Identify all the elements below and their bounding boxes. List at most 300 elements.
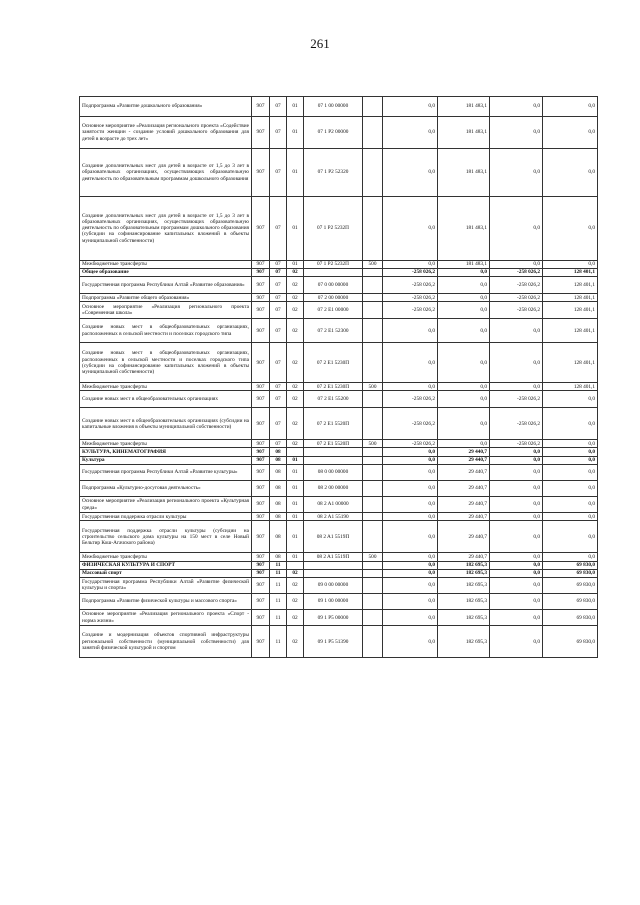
section-code-cell: 11	[270, 593, 287, 609]
ved-code-cell: 907	[252, 521, 270, 553]
amount-4-cell: 0,0	[543, 497, 598, 513]
amount-4-cell: 0,0	[543, 440, 598, 448]
target-item-code-cell: 09 1 P5 51390	[304, 626, 363, 658]
amount-2-cell: 182 695,3	[438, 569, 490, 577]
amount-1-cell: -258 026,2	[383, 268, 438, 276]
table-row	[80, 480, 598, 496]
amount-2-cell: 0,0	[438, 408, 490, 440]
table-row	[80, 513, 598, 521]
table-row	[80, 302, 598, 319]
target-item-code-cell: 07 2 E1 5520П	[304, 408, 363, 440]
ved-code-cell: 907	[252, 391, 270, 408]
row-name-cell: Создание дополнительных мест для детей в возрасте от 1,5 до 3 лет в образовательных организациях, осуществляющих образовательную деятельность по образовательным программам дошкольного образования	[80, 149, 252, 197]
ved-code-cell: 907	[252, 610, 270, 626]
target-item-code-cell: 07 1 P2 5232П	[304, 260, 363, 268]
target-item-code-cell: 07 2 E1 5230П	[304, 383, 363, 391]
expense-type-code-cell	[363, 569, 383, 577]
section-code-cell: 08	[270, 456, 287, 464]
ved-code-cell: 907	[252, 497, 270, 513]
subsection-code-cell: 02	[287, 440, 304, 448]
expense-type-code-cell	[363, 456, 383, 464]
target-item-code-cell: 09 1 00 00000	[304, 593, 363, 609]
table-row	[80, 343, 598, 383]
amount-2-cell: 0,0	[438, 440, 490, 448]
amount-3-cell: 0,0	[490, 577, 543, 593]
row-name-cell: Межбюджетные трансферты	[80, 260, 252, 268]
section-code-cell: 08	[270, 464, 287, 480]
ved-code-cell: 907	[252, 117, 270, 149]
amount-4-cell: 128 401,1	[543, 302, 598, 319]
section-code-cell: 11	[270, 626, 287, 658]
row-name-cell: Массовый спорт	[80, 569, 252, 577]
target-item-code-cell: 08 2 A1 5519П	[304, 521, 363, 553]
subsection-code-cell: 01	[287, 196, 304, 260]
row-name-cell: Создание новых мест в общеобразовательных организациях, расположенных в сельской местности и поселках городского типа	[80, 319, 252, 343]
subsection-code-cell: 01	[287, 521, 304, 553]
subsection-code-cell: 01	[287, 513, 304, 521]
table-row	[80, 569, 598, 577]
row-name-cell: Основное мероприятие «Реализация регионального проекта «Современная школа»	[80, 302, 252, 319]
expense-type-code-cell	[363, 97, 383, 117]
expense-type-code-cell	[363, 521, 383, 553]
table-row	[80, 383, 598, 391]
row-name-cell: Основное мероприятие «Реализация регионального проекта «Культурная среда»	[80, 497, 252, 513]
amount-4-cell: 0,0	[543, 464, 598, 480]
amount-2-cell: 29 440,7	[438, 521, 490, 553]
expense-type-code-cell	[363, 497, 383, 513]
subsection-code-cell: 01	[287, 97, 304, 117]
table-row	[80, 440, 598, 448]
amount-3-cell: 0,0	[490, 97, 543, 117]
expense-type-code-cell: 500	[363, 440, 383, 448]
subsection-code-cell: 02	[287, 408, 304, 440]
row-name-cell: ФИЗИЧЕСКАЯ КУЛЬТУРА И СПОРТ	[80, 561, 252, 569]
amount-4-cell: 128 401,1	[543, 294, 598, 302]
ved-code-cell: 907	[252, 626, 270, 658]
expense-type-code-cell	[363, 196, 383, 260]
section-code-cell: 07	[270, 302, 287, 319]
section-code-cell: 07	[270, 268, 287, 276]
amount-2-cell: 182 695,3	[438, 610, 490, 626]
subsection-code-cell: 02	[287, 302, 304, 319]
row-name-cell: Государственная программа Республики Алтай «Развитие образования»	[80, 277, 252, 294]
section-code-cell: 07	[270, 408, 287, 440]
table-row	[80, 149, 598, 197]
amount-2-cell: 181 483,1	[438, 97, 490, 117]
row-name-cell: Создание новых мест в общеобразовательных организациях (субсидии на капитальные вложения в объекты муниципальной собственности)	[80, 408, 252, 440]
amount-1-cell: 0,0	[383, 343, 438, 383]
amount-2-cell: 29 440,7	[438, 448, 490, 456]
ved-code-cell: 907	[252, 569, 270, 577]
amount-4-cell: 0,0	[543, 196, 598, 260]
section-code-cell: 08	[270, 448, 287, 456]
amount-2-cell: 182 695,3	[438, 577, 490, 593]
table-row	[80, 561, 598, 569]
amount-2-cell: 29 440,7	[438, 513, 490, 521]
table-row	[80, 268, 598, 276]
amount-3-cell: -258 026,2	[490, 277, 543, 294]
row-name-cell: Общее образование	[80, 268, 252, 276]
target-item-code-cell: 07 1 P2 5232П	[304, 196, 363, 260]
section-code-cell: 07	[270, 294, 287, 302]
target-item-code-cell: 07 2 E1 5520П	[304, 440, 363, 448]
expense-type-code-cell: 500	[363, 260, 383, 268]
amount-4-cell: 69 830,0	[543, 610, 598, 626]
section-code-cell: 07	[270, 343, 287, 383]
amount-4-cell: 0,0	[543, 408, 598, 440]
row-name-cell: Культура	[80, 456, 252, 464]
budget-table-body	[80, 97, 598, 658]
table-row	[80, 577, 598, 593]
page-number: 261	[310, 36, 330, 51]
amount-3-cell: 0,0	[490, 117, 543, 149]
subsection-code-cell: 01	[287, 260, 304, 268]
amount-2-cell: 181 483,1	[438, 260, 490, 268]
target-item-code-cell: 07 2 E1 52300	[304, 319, 363, 343]
amount-1-cell: 0,0	[383, 97, 438, 117]
amount-1-cell: 0,0	[383, 260, 438, 268]
budget-table	[79, 96, 598, 658]
amount-3-cell: 0,0	[490, 260, 543, 268]
subsection-code-cell: 02	[287, 294, 304, 302]
amount-2-cell: 0,0	[438, 302, 490, 319]
row-name-cell: Государственная поддержка отрасли культуры (субсидии на строительство сельского дома культуры на 150 мест в селе Новый Бельтир Кош-Агачского района)	[80, 521, 252, 553]
section-code-cell: 11	[270, 577, 287, 593]
subsection-code-cell: 02	[287, 319, 304, 343]
ved-code-cell: 907	[252, 408, 270, 440]
amount-4-cell: 69 830,0	[543, 569, 598, 577]
table-row	[80, 626, 598, 658]
amount-2-cell: 29 440,7	[438, 456, 490, 464]
expense-type-code-cell	[363, 302, 383, 319]
subsection-code-cell: 01	[287, 149, 304, 197]
amount-1-cell: 0,0	[383, 480, 438, 496]
amount-1-cell: 0,0	[383, 561, 438, 569]
target-item-code-cell: 07 1 P2 52320	[304, 149, 363, 197]
amount-1-cell: -258 026,2	[383, 391, 438, 408]
amount-3-cell: 0,0	[490, 610, 543, 626]
subsection-code-cell: 01	[287, 464, 304, 480]
amount-1-cell: 0,0	[383, 456, 438, 464]
subsection-code-cell: 01	[287, 117, 304, 149]
ved-code-cell: 907	[252, 464, 270, 480]
expense-type-code-cell	[363, 561, 383, 569]
row-name-cell: Создание новых мест в общеобразовательных организациях, расположенных в сельской местности и поселках городского типа (субсидии на софинансирование капитальных вложений в объекты муниципальной собственности)	[80, 343, 252, 383]
subsection-code-cell: 02	[287, 343, 304, 383]
amount-1-cell: 0,0	[383, 521, 438, 553]
target-item-code-cell: 07 2 E1 00000	[304, 302, 363, 319]
amount-2-cell: 0,0	[438, 268, 490, 276]
row-name-cell: Межбюджетные трансферты	[80, 440, 252, 448]
amount-3-cell: 0,0	[490, 626, 543, 658]
target-item-code-cell: 08 2 A1 00000	[304, 497, 363, 513]
subsection-code-cell: 02	[287, 610, 304, 626]
amount-2-cell: 29 440,7	[438, 480, 490, 496]
amount-2-cell: 0,0	[438, 383, 490, 391]
section-code-cell: 11	[270, 610, 287, 626]
section-code-cell: 11	[270, 561, 287, 569]
amount-3-cell: 0,0	[490, 569, 543, 577]
target-item-code-cell	[304, 456, 363, 464]
expense-type-code-cell	[363, 408, 383, 440]
table-row	[80, 277, 598, 294]
target-item-code-cell: 07 0 00 00000	[304, 277, 363, 294]
subsection-code-cell: 01	[287, 553, 304, 561]
amount-4-cell: 0,0	[543, 513, 598, 521]
amount-2-cell: 29 440,7	[438, 497, 490, 513]
target-item-code-cell: 08 2 00 00000	[304, 480, 363, 496]
target-item-code-cell: 09 0 00 00000	[304, 577, 363, 593]
section-code-cell: 08	[270, 513, 287, 521]
amount-1-cell: 0,0	[383, 577, 438, 593]
amount-3-cell: 0,0	[490, 521, 543, 553]
section-code-cell: 07	[270, 391, 287, 408]
amount-4-cell: 0,0	[543, 480, 598, 496]
expense-type-code-cell	[363, 593, 383, 609]
row-name-cell: Подпрограмма «Культурно-досуговая деятельность»	[80, 480, 252, 496]
expense-type-code-cell	[363, 577, 383, 593]
table-row	[80, 464, 598, 480]
subsection-code-cell: 02	[287, 391, 304, 408]
section-code-cell: 07	[270, 196, 287, 260]
amount-4-cell: 0,0	[543, 391, 598, 408]
row-name-cell: Межбюджетные трансферты	[80, 383, 252, 391]
amount-4-cell: 69 830,0	[543, 561, 598, 569]
row-name-cell: Создание и модернизация объектов спортивной инфраструктуры региональной собственности (муниципальной собственности) для занятий физической культурой и спортом	[80, 626, 252, 658]
amount-3-cell: -258 026,2	[490, 268, 543, 276]
section-code-cell: 07	[270, 97, 287, 117]
expense-type-code-cell	[363, 464, 383, 480]
amount-2-cell: 0,0	[438, 391, 490, 408]
target-item-code-cell	[304, 561, 363, 569]
target-item-code-cell	[304, 268, 363, 276]
subsection-code-cell: 01	[287, 480, 304, 496]
row-name-cell: Основное мероприятие «Реализация регионального проекта «Спорт - норма жизни»	[80, 610, 252, 626]
ved-code-cell: 907	[252, 260, 270, 268]
section-code-cell: 07	[270, 440, 287, 448]
amount-4-cell: 128 401,1	[543, 383, 598, 391]
row-name-cell: Создание новых мест в общеобразовательных организациях	[80, 391, 252, 408]
table-row	[80, 448, 598, 456]
expense-type-code-cell	[363, 268, 383, 276]
ved-code-cell: 907	[252, 97, 270, 117]
ved-code-cell: 907	[252, 277, 270, 294]
table-row	[80, 408, 598, 440]
amount-3-cell: 0,0	[490, 553, 543, 561]
amount-2-cell: 181 483,1	[438, 149, 490, 197]
target-item-code-cell: 07 1 00 00000	[304, 97, 363, 117]
expense-type-code-cell	[363, 626, 383, 658]
amount-2-cell: 0,0	[438, 319, 490, 343]
amount-1-cell: 0,0	[383, 448, 438, 456]
amount-1-cell: 0,0	[383, 553, 438, 561]
subsection-code-cell: 01	[287, 456, 304, 464]
row-name-cell: Подпрограмма «Развитие дошкольного образования»	[80, 97, 252, 117]
section-code-cell: 08	[270, 521, 287, 553]
amount-4-cell: 128 401,1	[543, 268, 598, 276]
amount-2-cell: 29 440,7	[438, 464, 490, 480]
amount-3-cell: 0,0	[490, 593, 543, 609]
amount-3-cell: 0,0	[490, 448, 543, 456]
amount-2-cell: 182 695,3	[438, 626, 490, 658]
section-code-cell: 07	[270, 260, 287, 268]
section-code-cell: 08	[270, 480, 287, 496]
row-name-cell: Создание дополнительных мест для детей в возрасте от 1,5 до 3 лет в образовательных организациях, осуществляющих образовательную деятельность по образовательным программам дошкольного образования (субсидии на софинансирование капитальных вложений в объекты муниципальной собственности)	[80, 196, 252, 260]
table-row	[80, 196, 598, 260]
ved-code-cell: 907	[252, 302, 270, 319]
expense-type-code-cell	[363, 149, 383, 197]
amount-1-cell: 0,0	[383, 117, 438, 149]
section-code-cell: 11	[270, 569, 287, 577]
target-item-code-cell: 08 2 A1 5519П	[304, 553, 363, 561]
amount-4-cell: 69 830,0	[543, 577, 598, 593]
section-code-cell: 07	[270, 277, 287, 294]
table-row	[80, 456, 598, 464]
section-code-cell: 07	[270, 117, 287, 149]
ved-code-cell: 907	[252, 343, 270, 383]
table-row	[80, 593, 598, 609]
table-row	[80, 391, 598, 408]
expense-type-code-cell	[363, 117, 383, 149]
expense-type-code-cell	[363, 448, 383, 456]
target-item-code-cell: 08 0 00 00000	[304, 464, 363, 480]
row-name-cell: Государственная программа Республики Алтай «Развитие физической культуры и спорта»	[80, 577, 252, 593]
target-item-code-cell	[304, 569, 363, 577]
amount-1-cell: 0,0	[383, 383, 438, 391]
amount-2-cell: 182 695,3	[438, 593, 490, 609]
ved-code-cell: 907	[252, 513, 270, 521]
ved-code-cell: 907	[252, 480, 270, 496]
amount-2-cell: 0,0	[438, 343, 490, 383]
section-code-cell: 07	[270, 383, 287, 391]
ved-code-cell: 907	[252, 294, 270, 302]
expense-type-code-cell	[363, 343, 383, 383]
table-row	[80, 294, 598, 302]
amount-2-cell: 0,0	[438, 277, 490, 294]
ved-code-cell: 907	[252, 383, 270, 391]
section-code-cell: 07	[270, 319, 287, 343]
subsection-code-cell: 02	[287, 593, 304, 609]
amount-4-cell: 0,0	[543, 456, 598, 464]
target-item-code-cell: 07 1 P2 00000	[304, 117, 363, 149]
amount-3-cell: -258 026,2	[490, 391, 543, 408]
amount-1-cell: 0,0	[383, 626, 438, 658]
target-item-code-cell	[304, 448, 363, 456]
amount-2-cell: 0,0	[438, 294, 490, 302]
target-item-code-cell: 08 2 A1 55190	[304, 513, 363, 521]
expense-type-code-cell	[363, 294, 383, 302]
ved-code-cell: 907	[252, 196, 270, 260]
amount-3-cell: 0,0	[490, 456, 543, 464]
amount-4-cell: 69 830,0	[543, 626, 598, 658]
expense-type-code-cell	[363, 480, 383, 496]
row-name-cell: Подпрограмма «Развитие физической культуры и массового спорта»	[80, 593, 252, 609]
amount-3-cell: 0,0	[490, 464, 543, 480]
table-row	[80, 117, 598, 149]
subsection-code-cell: 02	[287, 569, 304, 577]
amount-1-cell: 0,0	[383, 464, 438, 480]
table-row	[80, 553, 598, 561]
amount-1-cell: 0,0	[383, 593, 438, 609]
amount-4-cell: 0,0	[543, 553, 598, 561]
amount-1-cell: 0,0	[383, 196, 438, 260]
section-code-cell: 08	[270, 553, 287, 561]
ved-code-cell: 907	[252, 448, 270, 456]
ved-code-cell: 907	[252, 577, 270, 593]
target-item-code-cell: 09 1 P5 00000	[304, 610, 363, 626]
row-name-cell: КУЛЬТУРА, КИНЕМАТОГРАФИЯ	[80, 448, 252, 456]
subsection-code-cell: 02	[287, 268, 304, 276]
subsection-code-cell: 01	[287, 497, 304, 513]
subsection-code-cell: 02	[287, 277, 304, 294]
amount-3-cell: 0,0	[490, 149, 543, 197]
amount-1-cell: 0,0	[383, 149, 438, 197]
amount-2-cell: 29 440,7	[438, 553, 490, 561]
amount-4-cell: 0,0	[543, 117, 598, 149]
amount-3-cell: 0,0	[490, 319, 543, 343]
ved-code-cell: 907	[252, 268, 270, 276]
amount-3-cell: 0,0	[490, 383, 543, 391]
subsection-code-cell: 02	[287, 383, 304, 391]
row-name-cell: Основное мероприятие «Реализация регионального проекта «Содействие занятости женщин - создание условий дошкольного образования для детей в возрасте до трех лет»	[80, 117, 252, 149]
amount-4-cell: 0,0	[543, 260, 598, 268]
amount-4-cell: 0,0	[543, 149, 598, 197]
section-code-cell: 07	[270, 149, 287, 197]
ved-code-cell: 907	[252, 561, 270, 569]
amount-4-cell: 128 401,1	[543, 319, 598, 343]
amount-1-cell: 0,0	[383, 610, 438, 626]
amount-4-cell: 0,0	[543, 521, 598, 553]
amount-1-cell: -258 026,2	[383, 408, 438, 440]
ved-code-cell: 907	[252, 593, 270, 609]
row-name-cell: Межбюджетные трансферты	[80, 553, 252, 561]
target-item-code-cell: 07 2 E1 55200	[304, 391, 363, 408]
amount-3-cell: 0,0	[490, 196, 543, 260]
amount-4-cell: 69 830,0	[543, 593, 598, 609]
table-row	[80, 319, 598, 343]
expense-type-code-cell	[363, 610, 383, 626]
amount-1-cell: 0,0	[383, 497, 438, 513]
amount-1-cell: 0,0	[383, 569, 438, 577]
subsection-code-cell: 02	[287, 577, 304, 593]
table-row	[80, 260, 598, 268]
ved-code-cell: 907	[252, 440, 270, 448]
row-name-cell: Государственная поддержка отрасли культуры	[80, 513, 252, 521]
amount-3-cell: 0,0	[490, 497, 543, 513]
amount-1-cell: 0,0	[383, 319, 438, 343]
table-row	[80, 497, 598, 513]
amount-3-cell: -258 026,2	[490, 302, 543, 319]
amount-3-cell: 0,0	[490, 480, 543, 496]
amount-1-cell: -258 026,2	[383, 440, 438, 448]
amount-3-cell: 0,0	[490, 513, 543, 521]
amount-4-cell: 0,0	[543, 97, 598, 117]
ved-code-cell: 907	[252, 456, 270, 464]
amount-2-cell: 182 695,3	[438, 561, 490, 569]
subsection-code-cell	[287, 561, 304, 569]
amount-1-cell: -258 026,2	[383, 277, 438, 294]
amount-4-cell: 0,0	[543, 448, 598, 456]
expense-type-code-cell	[363, 513, 383, 521]
expense-type-code-cell	[363, 277, 383, 294]
expense-type-code-cell: 500	[363, 553, 383, 561]
amount-3-cell: -258 026,2	[490, 294, 543, 302]
amount-1-cell: -258 026,2	[383, 294, 438, 302]
amount-1-cell: -258 026,2	[383, 302, 438, 319]
ved-code-cell: 907	[252, 149, 270, 197]
amount-4-cell: 128 401,1	[543, 343, 598, 383]
amount-1-cell: 0,0	[383, 513, 438, 521]
